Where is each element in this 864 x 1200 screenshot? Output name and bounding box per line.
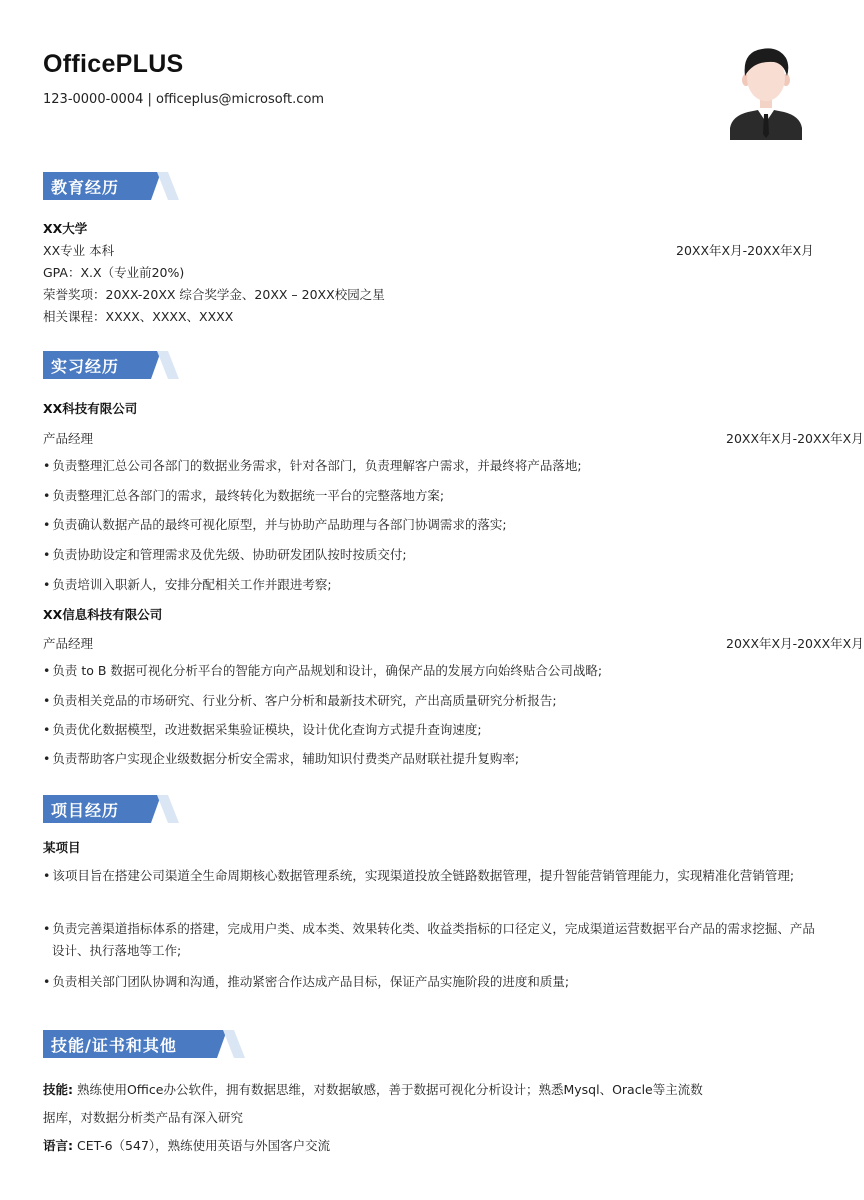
language-line <box>43 1136 330 1154</box>
section-header-skills: 技能/证书和其他 <box>43 1030 243 1058</box>
job-bullet: • 负责优化数据模型，改进数据采集验证模块，设计优化查询方式提升查询速度; <box>43 719 823 741</box>
section-header-education: 教育经历 <box>43 172 173 200</box>
job-bullet: • 负责协助设定和管理需求及优先级、协助研发团队按时按质交付; <box>43 544 823 566</box>
project-name: 某项目 <box>43 840 81 855</box>
job-role: 产品经理 <box>43 431 94 446</box>
job-bullet: • 负责整理汇总公司各部门的数据业务需求，针对各部门，负责理解客户需求，并最终将产品落地; <box>43 455 823 477</box>
language-text: CET-6（547），熟练使用英语与外国客户交流 <box>73 1138 331 1153</box>
contact-info: 123-0000-0004 | officeplus@microsoft.com <box>43 92 325 107</box>
school-name: XX大学 <box>43 221 88 236</box>
company-name: XX信息科技有限公司 <box>43 607 163 622</box>
courses: 相关课程：XXXX、XXXX、XXXX <box>43 309 234 324</box>
job-bullet: • 负责确认数据产品的最终可视化原型，并与协助产品助理与各部门协调需求的落实; <box>43 514 823 536</box>
job-role: 产品经理 <box>43 636 94 651</box>
skills-line <box>43 1080 703 1098</box>
education-date: 20XX年X月-20XX年X月 <box>676 243 814 258</box>
section-header-project: 项目经历 <box>43 795 173 823</box>
job-bullet: • 负责帮助客户实现企业级数据分析安全需求，辅助知识付费类产品财联社提升复购率; <box>43 748 823 770</box>
job-date: 20XX年X月-20XX年X月 <box>726 636 864 651</box>
honors: 荣誉奖项：20XX-20XX 综合奖学金、20XX – 20XX校园之星 <box>43 287 385 302</box>
job-date: 20XX年X月-20XX年X月 <box>726 431 864 446</box>
job-bullet: • 负责培训入职新人，安排分配相关工作并跟进考察; <box>43 574 823 596</box>
job-bullet: • 负责 to B 数据可视化分析平台的智能方向产品规划和设计，确保产品的发展方向始终贴合公司战略; <box>43 660 823 682</box>
gpa: GPA：X.X（专业前20%) <box>43 265 185 280</box>
skills-text: 熟练使用Office办公软件，拥有数据思维，对数据敏感，善于数据可视化分析设计；熟悉Mysql、Oracle等主流数 <box>73 1082 703 1097</box>
project-bullet: • 负责相关部门团队协调和沟通，推动紧密合作达成产品目标，保证产品实施阶段的进度和质量; <box>43 971 823 993</box>
project-bullet: • 该项目旨在搭建公司渠道全生命周期核心数据管理系统，实现渠道投放全链路数据管理，提升智能营销管理能力，实现精准化营销管理; <box>43 865 808 887</box>
candidate-name: OfficePLUS <box>43 50 184 78</box>
company-name: XX科技有限公司 <box>43 401 138 416</box>
section-header-internship: 实习经历 <box>43 351 173 379</box>
job-bullet: • 负责整理汇总各部门的需求，最终转化为数据统一平台的完整落地方案; <box>43 485 823 507</box>
language-label: 语言: <box>43 1138 73 1153</box>
major-degree: XX专业 本科 <box>43 243 115 258</box>
skills-line-continued: 据库，对数据分析类产品有深入研究 <box>43 1110 244 1125</box>
project-bullet: • 负责完善渠道指标体系的搭建，完成用户类、成本类、效果转化类、收益类指标的口径定义，完成渠道运营数据平台产品的需求挖掘、产品设计、执行落地等工作; <box>43 918 823 962</box>
job-bullet: • 负责相关竞品的市场研究、行业分析、客户分析和最新技术研究，产出高质量研究分析报告; <box>43 690 823 712</box>
skills-label: 技能: <box>43 1082 73 1097</box>
avatar <box>728 44 804 140</box>
